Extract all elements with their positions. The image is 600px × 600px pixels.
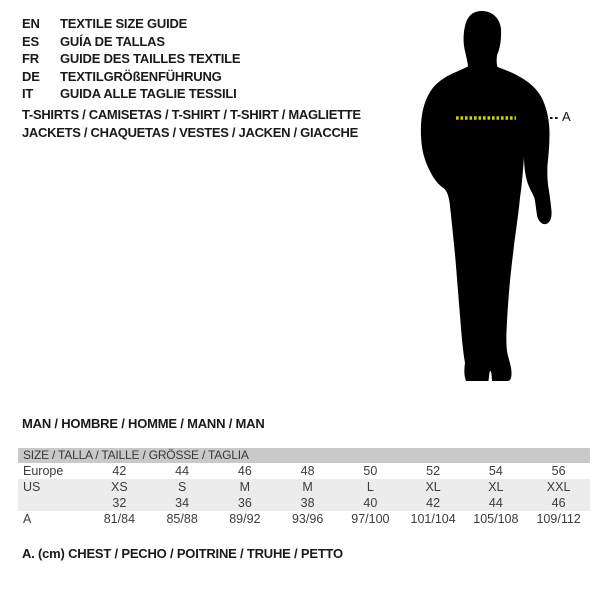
size-cell: 42 — [426, 496, 441, 510]
size-table — [18, 448, 590, 527]
man-silhouette — [412, 6, 562, 391]
measure-label-a: A — [562, 109, 571, 124]
language-row — [22, 50, 240, 68]
size-cell: 50 — [363, 464, 378, 478]
section-title-man: MAN / HOMBRE / HOMME / MANN / MAN — [22, 416, 265, 431]
language-code: EN — [22, 16, 40, 31]
garment-category — [22, 106, 361, 141]
size-cell: 54 — [488, 464, 503, 478]
size-cell: XL — [425, 480, 441, 494]
size-cell: 46 — [551, 496, 566, 510]
size-cell: 44 — [175, 464, 190, 478]
row-label: US — [23, 480, 41, 494]
measure-footnote: A. (cm) CHEST / PECHO / POITRINE / TRUHE / PETTO — [22, 546, 343, 561]
size-cell: 38 — [300, 496, 315, 510]
size-cell: 46 — [237, 464, 252, 478]
size-cell: XXL — [546, 480, 571, 494]
size-cell: S — [177, 480, 187, 494]
man-silhouette-shape — [421, 11, 552, 381]
size-cell: 36 — [237, 496, 252, 510]
size-cell: 105/108 — [473, 512, 519, 526]
table-row-europe — [18, 463, 590, 479]
size-cell: 34 — [175, 496, 190, 510]
row-label: Europe — [23, 464, 64, 478]
size-cell: 32 — [112, 496, 127, 510]
size-cell: 48 — [300, 464, 315, 478]
size-cell: 42 — [112, 464, 127, 478]
language-title-list — [22, 15, 240, 103]
size-cell: 81/84 — [103, 512, 136, 526]
size-cell: XL — [488, 480, 504, 494]
table-row-chest-a — [18, 511, 590, 527]
size-cell: M — [302, 480, 313, 494]
size-cell: 89/92 — [229, 512, 261, 526]
language-title: GUÍA DE TALLAS — [60, 33, 165, 49]
size-cell: 44 — [488, 496, 503, 510]
size-cell: 56 — [551, 464, 566, 478]
language-code: IT — [22, 86, 34, 101]
size-cell: XS — [111, 480, 128, 494]
language-title: TEXTILE SIZE GUIDE — [60, 16, 188, 31]
size-cell: L — [366, 480, 374, 494]
size-cell: 109/112 — [536, 512, 581, 526]
size-cell: 85/88 — [166, 512, 198, 526]
language-row — [22, 85, 240, 103]
language-row — [22, 68, 240, 86]
language-code: DE — [22, 68, 40, 84]
row-label: A — [23, 512, 32, 526]
size-cell: 40 — [363, 496, 378, 510]
size-cell: M — [239, 480, 251, 494]
language-title: GUIDE DES TAILLES TEXTILE — [60, 51, 241, 66]
size-table-header: SIZE / TALLA / TAILLE / GRÖSSE / TAGLIA — [18, 448, 590, 463]
table-row-us-numeric — [18, 495, 590, 511]
garment-category-line2: JACKETS / CHAQUETAS / VESTES / JACKEN / GIACCHE — [22, 124, 358, 140]
size-cell: 93/96 — [291, 512, 324, 526]
language-row — [22, 33, 240, 51]
size-cell: 52 — [426, 464, 441, 478]
size-cell: 97/100 — [351, 512, 390, 526]
language-title: GUIDA ALLE TAGLIE TESSILI — [60, 86, 237, 101]
garment-category-line1: T-SHIRTS / CAMISETAS / T-SHIRT / T-SHIRT / MAGLIETTE — [22, 107, 361, 122]
size-cell: 101/104 — [410, 512, 456, 526]
language-title: TEXTILGRÖßENFÜHRUNG — [60, 68, 222, 84]
table-row-us — [18, 479, 590, 495]
language-code: ES — [22, 33, 39, 49]
language-row — [22, 15, 240, 33]
language-code: FR — [22, 51, 39, 66]
row-label — [18, 495, 88, 511]
